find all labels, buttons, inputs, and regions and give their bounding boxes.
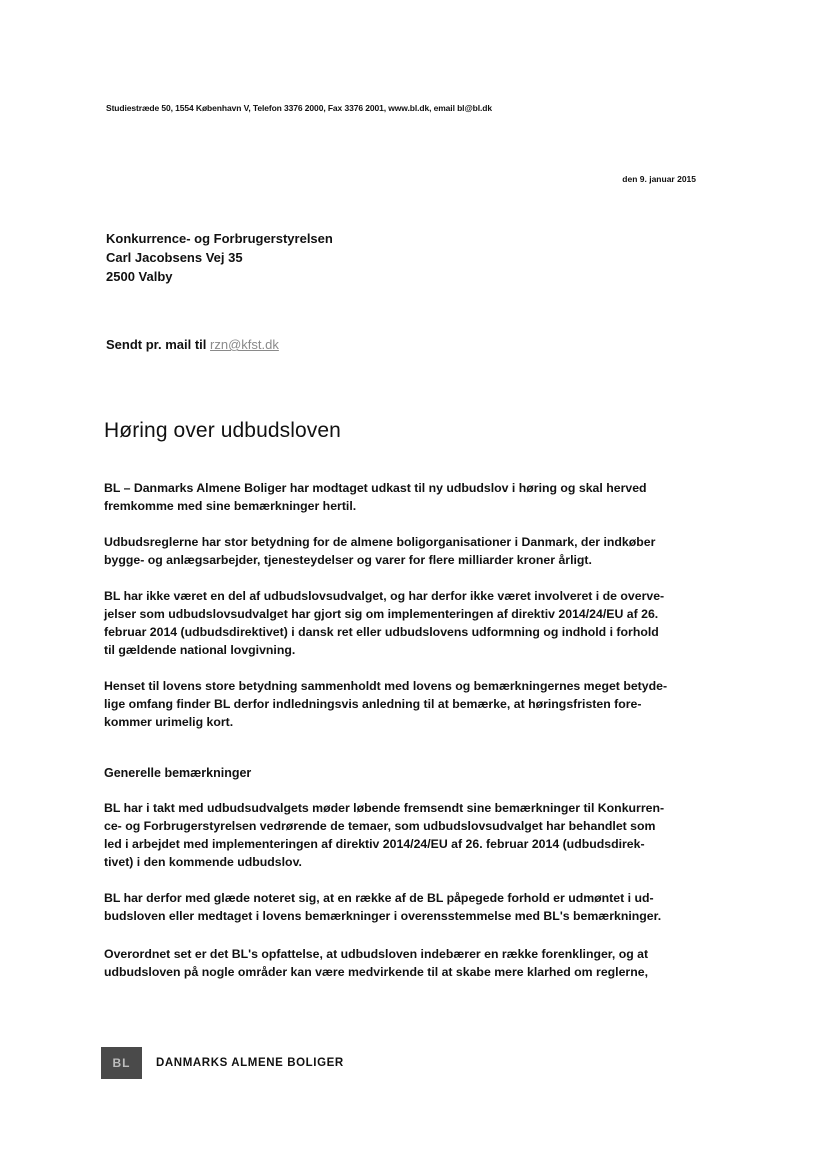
paragraph-line: Udbudsreglerne har stor betydning for de almene boligorganisationer i Danmark, der indkøber bbox=[104, 535, 656, 549]
footer-branding bbox=[101, 1047, 344, 1079]
paragraph-not-involved bbox=[104, 587, 694, 659]
sent-by-line bbox=[106, 337, 279, 352]
paragraph-line: led i arbejdet med implementeringen af direktiv 2014/24/EU af 26. februar 2014 (udbudsdirek- bbox=[104, 837, 645, 851]
paragraph-intro bbox=[104, 479, 694, 515]
section-heading: Generelle bemærkninger bbox=[104, 766, 252, 780]
paragraph-line: tivet) i den kommende udbudslov. bbox=[104, 855, 302, 869]
paragraph-overall bbox=[104, 945, 694, 981]
paragraph-line: Overordnet set er det BL's opfattelse, at udbudsloven indebærer en række forenklinger, og at bbox=[104, 947, 649, 961]
sent-by-label: Sendt pr. mail til bbox=[106, 337, 207, 352]
paragraph-line: BL har derfor med glæde noteret sig, at en række af de BL påpegede forhold er udmøntet i ud- bbox=[104, 891, 654, 905]
paragraph-line: lige omfang finder BL derfor indledningsvis anledning til at bemærke, at høringsfristen fore- bbox=[104, 697, 642, 711]
paragraph-line: jelser som udbudslovsudvalget har gjort sig om implementeringen af direktiv 2014/24/EU af 26. bbox=[104, 607, 659, 621]
paragraph-line: BL – Danmarks Almene Boliger har modtaget udkast til ny udbudslov i høring og skal herved bbox=[104, 481, 647, 495]
recipient-email-link[interactable]: rzn@kfst.dk bbox=[210, 337, 279, 352]
paragraph-line: budsloven eller medtaget i lovens bemærkninger i overensstemmelse med BL's bemærkninger. bbox=[104, 909, 662, 923]
paragraph-line: Henset til lovens store betydning sammenholdt med lovens og bemærkningernes meget betyde- bbox=[104, 679, 668, 693]
paragraph-line: udbudsloven på nogle områder kan være medvirkende til at skabe mere klarhed om reglerne, bbox=[104, 965, 648, 979]
paragraph-line: fremkomme med sine bemærkninger hertil. bbox=[104, 499, 357, 513]
paragraph-line: BL har i takt med udbudsudvalgets møder løbende fremsendt sine bemærkninger til Konkurren- bbox=[104, 801, 665, 815]
paragraph-line: til gældende national lovgivning. bbox=[104, 643, 296, 657]
document-title: Høring over udbudsloven bbox=[104, 419, 341, 442]
paragraph-deadline bbox=[104, 677, 694, 731]
recipient-street: Carl Jacobsens Vej 35 bbox=[106, 250, 243, 265]
paragraph-line: februar 2014 (udbudsdirektivet) i dansk ret eller udbudslovens udformning og indhold i forhold bbox=[104, 625, 659, 639]
recipient-city: 2500 Valby bbox=[106, 269, 173, 284]
paragraph-line: bygge- og anlægsarbejder, tjenesteydelser og varer for flere milliarder kroner årligt. bbox=[104, 553, 592, 567]
letterhead-address: Studiestræde 50, 1554 København V, Telefon 3376 2000, Fax 3376 2001, www.bl.dk, email bl@bl.dk bbox=[106, 103, 492, 113]
paragraph-line: BL har ikke været en del af udbudslovsudvalget, og har derfor ikke været involveret i de overve- bbox=[104, 589, 665, 603]
recipient-address bbox=[106, 229, 333, 286]
paragraph-noted bbox=[104, 889, 694, 925]
bl-logo bbox=[101, 1047, 142, 1079]
recipient-name: Konkurrence- og Forbrugerstyrelsen bbox=[106, 231, 333, 246]
footer-org-name: DANMARKS ALMENE BOLIGER bbox=[156, 1057, 344, 1069]
letter-date: den 9. januar 2015 bbox=[622, 174, 696, 184]
paragraph-rules-importance bbox=[104, 533, 694, 569]
bl-logo-text: BL bbox=[112, 1056, 131, 1070]
paragraph-line: kommer urimelig kort. bbox=[104, 715, 234, 729]
paragraph-ongoing-remarks bbox=[104, 799, 694, 871]
paragraph-line: ce- og Forbrugerstyrelsen vedrørende de temaer, som udbudslovsudvalget har behandlet som bbox=[104, 819, 656, 833]
